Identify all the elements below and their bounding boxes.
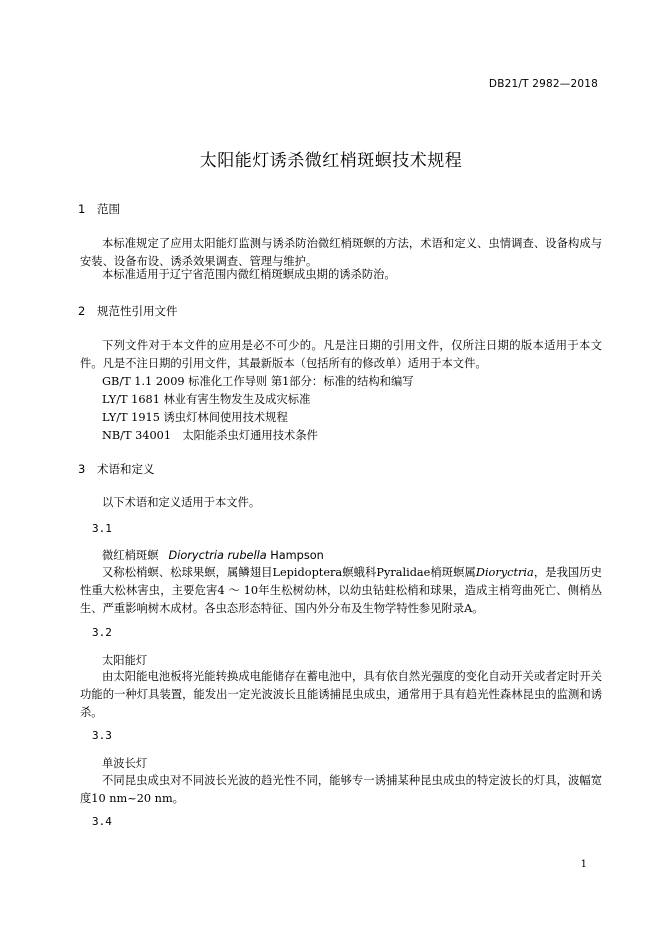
normative-paragraph: 下列文件对于本文件的应用是必不可少的。凡是注日期的引用文件，仅所注日期的版本适用于本文件。凡是不注日期的引用文件，其最新版本（包括所有的修改单）适用于本文件。 [80,339,602,370]
clause-number: 3.1 [92,522,112,535]
scope-paragraph-2: 本标准适用于辽宁省范围内微红梢斑螟成虫期的诱杀防治。 [102,268,396,281]
section-heading-3 [78,461,155,477]
section-number: 1 [78,202,86,216]
section-title: 术语和定义 [97,462,155,476]
section-title: 规范性引用文件 [97,304,178,318]
section-title: 范围 [97,202,120,216]
terms-intro: 以下术语和定义适用于本文件。 [102,496,261,509]
term-name: 微红梢斑螟 [102,549,159,562]
term-heading [102,547,324,563]
clause-number: 3.2 [92,626,112,639]
reference-item: LY/T 1915 诱虫灯林间使用技术规程 [102,411,288,424]
section-heading-1 [78,201,120,217]
term-name: 单波长灯 [102,757,148,770]
section-number: 3 [78,462,86,476]
term-latin-name: Dioryctria rubella [168,549,267,562]
section-number: 2 [78,304,86,318]
term-name: 太阳能灯 [102,654,148,667]
scope-paragraph-1: 本标准规定了应用太阳能灯监测与诱杀防治微红梢斑螟的方法，术语和定义、虫情调查、设备构成与安装、设备布设、诱杀效果调查、管理与维护。 [80,237,602,268]
clause-number: 3.4 [92,815,112,828]
reference-item: LY/T 1681 林业有害生物发生及成灾标准 [102,393,311,406]
term-author: Hampson [266,549,324,562]
section-heading-2 [78,303,178,319]
clause-number: 3.3 [92,729,112,742]
standard-code: DB21/T 2982—2018 [488,78,598,90]
reference-item: GB/T 1.1 2009 标准化工作导则 第1部分：标准的结构和编写 [102,375,414,388]
document-title: 太阳能灯诱杀微红梢斑螟技术规程 [199,151,463,171]
reference-item: NB/T 34001 太阳能杀虫灯通用技术条件 [102,429,318,442]
term-definition: 不同昆虫成虫对不同波长光波的趋光性不同，能够专一诱捕某种昆虫成虫的特定波长的灯具，波幅宽度10 nm~20 nm。 [80,774,602,805]
page-number: 1 [580,859,587,870]
term-definition: 由太阳能电池板将光能转换成电能储存在蓄电池中，具有依自然光强度的变化自动开关或者定时开关功能的一种灯具装置，能发出一定光波波长且能诱捕昆虫成虫，通常用于具有趋光性森林昆虫的监测和诱杀。 [80,670,602,719]
term-definition: 又称松梢螟、松球果螟，属鳞翅目Lepidoptera螟蛾科Pyralidae梢斑螟属Dioryctria，是我国历史性重大松林害虫，主要危害4 ～ 10年生松树幼林，以幼虫钻蛀松梢和球果，造成主梢弯曲死亡、侧梢丛生、严重影响树木成材。各虫态形态特征、国内外分布及生物学特性参见附录A。 [80,566,602,615]
